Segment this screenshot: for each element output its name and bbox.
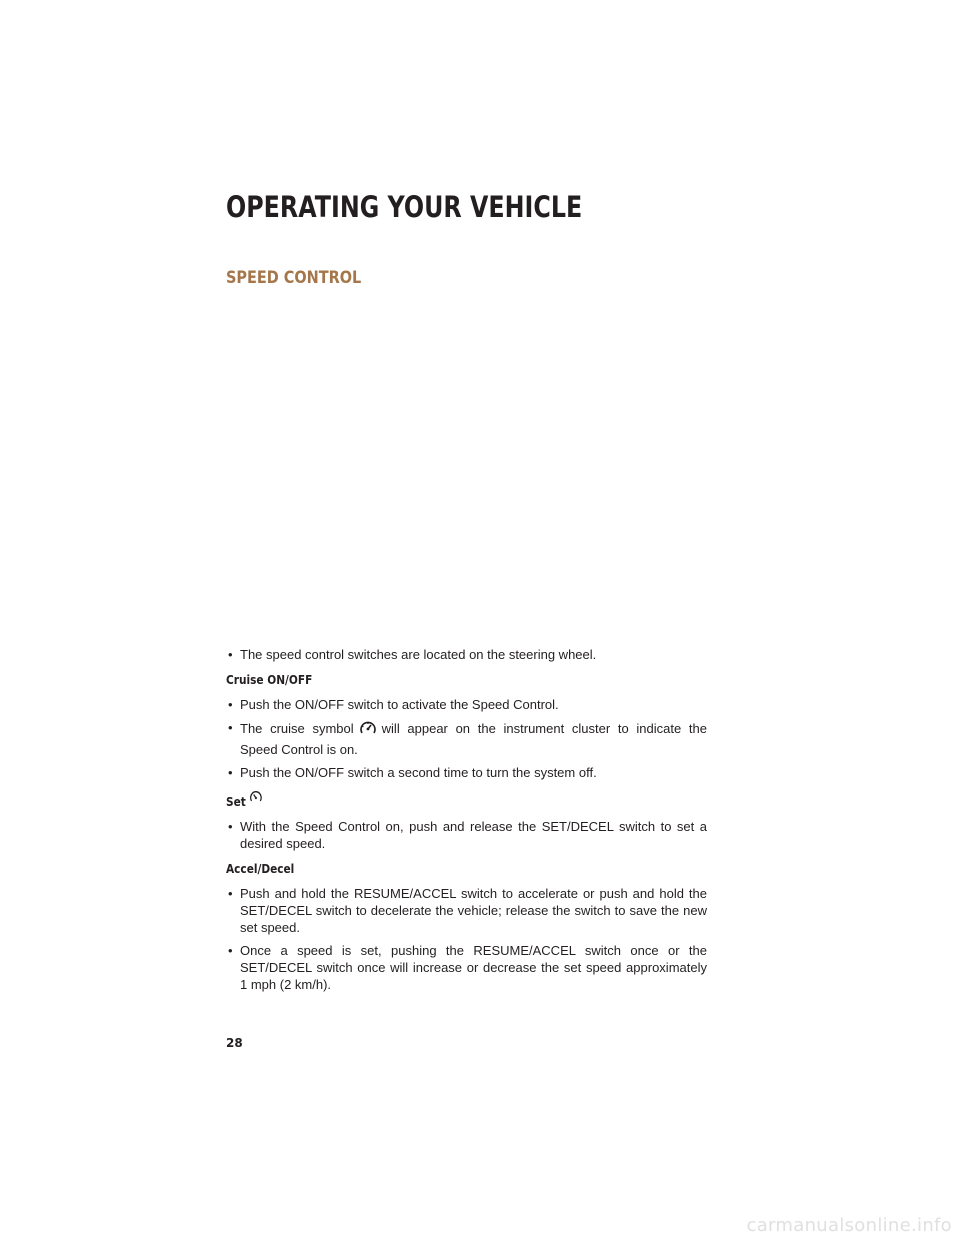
accel-heading: Accel/Decel [226, 862, 295, 876]
cruise-bullet-1-text: Push the ON/OFF switch to activate the Speed Control. [240, 697, 559, 712]
bullet-dot: • [228, 647, 233, 662]
page-number: 28 [226, 1036, 243, 1050]
set-heading-label: Set [226, 795, 246, 809]
cruise-bullet-2-post: will appear on the instrument cluster to indicate the Speed Control is on. [240, 721, 707, 757]
accel-bullet-1 [226, 885, 707, 936]
intro-bullet-text: The speed control switches are located on the steering wheel. [240, 647, 597, 662]
bullet-dot: • [228, 943, 233, 958]
accel-bullet-2 [226, 942, 707, 993]
accel-bullet-2-text: Once a speed is set, pushing the RESUME/ACCEL switch once or the SET/DECEL switch once will increase or decrease the set speed approximately 1 mph (2 km/h). [240, 943, 707, 992]
steering-wheel-image-area [226, 305, 708, 630]
intro-bullet [226, 646, 707, 663]
cruise-bullet-2-pre: The cruise symbol [240, 721, 354, 736]
chapter-title: OPERATING YOUR VEHICLE [226, 190, 583, 224]
bullet-dot: • [228, 720, 233, 735]
cruise-bullet-2 [226, 719, 707, 758]
cruise-symbol-icon [358, 719, 378, 741]
bullet-dot: • [228, 697, 233, 712]
bullet-dot: • [228, 765, 233, 780]
watermark: carmanualsonline.info [746, 1215, 952, 1236]
bullet-dot: • [228, 886, 233, 901]
set-symbol-icon [248, 790, 262, 809]
set-bullet-1 [226, 818, 707, 852]
bullet-dot: • [228, 819, 233, 834]
set-bullet-1-text: With the Speed Control on, push and release the SET/DECEL switch to set a desired speed. [240, 819, 707, 851]
cruise-heading: Cruise ON/OFF [226, 673, 313, 687]
section-title: SPEED CONTROL [226, 268, 362, 288]
accel-bullet-1-text: Push and hold the RESUME/ACCEL switch to accelerate or push and hold the SET/DECEL switch to decelerate the vehicle; release the switch to save the new set speed. [240, 886, 707, 935]
cruise-bullet-2-text [240, 719, 707, 758]
cruise-bullet-3 [226, 764, 707, 781]
content-body [226, 646, 707, 999]
cruise-bullet-3-text: Push the ON/OFF switch a second time to turn the system off. [240, 765, 597, 780]
set-heading [226, 790, 649, 811]
cruise-bullet-1 [226, 696, 707, 713]
